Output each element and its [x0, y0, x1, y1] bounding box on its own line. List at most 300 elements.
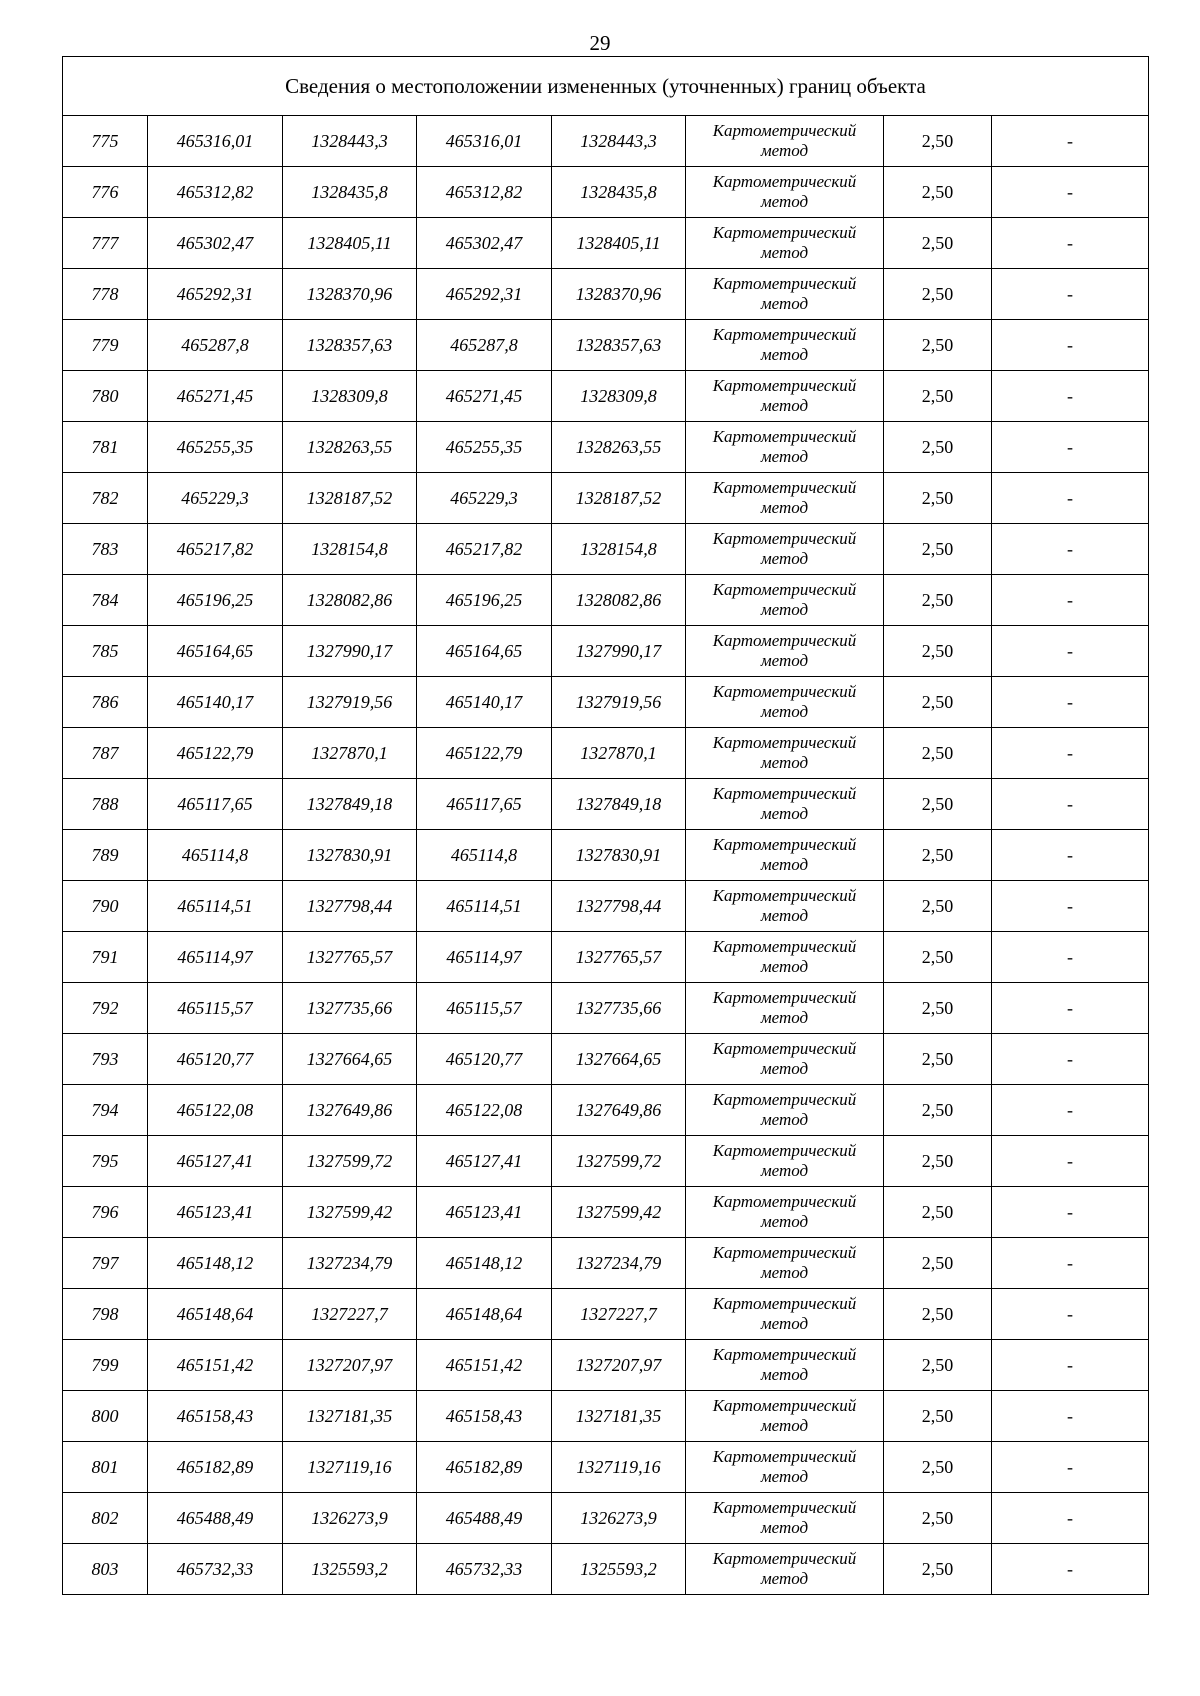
method-cell — [686, 983, 884, 1034]
table-title-row — [63, 57, 1149, 116]
table-row — [63, 983, 1149, 1034]
note-cell: - — [992, 1238, 1149, 1289]
error-cell: 2,50 — [884, 626, 992, 677]
method-line1: Картометрический — [712, 121, 857, 140]
point-number-cell: 783 — [63, 524, 148, 575]
point-number-cell: 795 — [63, 1136, 148, 1187]
method-line1: Картометрический — [712, 835, 857, 854]
error-cell: 2,50 — [884, 218, 992, 269]
new-y-cell: 1328405,11 — [552, 218, 686, 269]
existing-y-cell: 1327830,91 — [283, 830, 417, 881]
new-x-cell: 465182,89 — [417, 1442, 552, 1493]
method-cell — [686, 830, 884, 881]
method-line2: метод — [760, 141, 809, 160]
method-line2: метод — [760, 1059, 809, 1078]
existing-x-cell: 465158,43 — [148, 1391, 283, 1442]
existing-y-cell: 1327798,44 — [283, 881, 417, 932]
note-cell: - — [992, 677, 1149, 728]
existing-y-cell: 1328435,8 — [283, 167, 417, 218]
note-cell: - — [992, 1340, 1149, 1391]
table-row — [63, 1289, 1149, 1340]
existing-y-cell: 1327649,86 — [283, 1085, 417, 1136]
new-y-cell: 1328435,8 — [552, 167, 686, 218]
existing-y-cell: 1327849,18 — [283, 779, 417, 830]
method-line1: Картометрический — [712, 937, 857, 956]
error-cell: 2,50 — [884, 116, 992, 167]
error-cell: 2,50 — [884, 1034, 992, 1085]
new-x-cell: 465148,12 — [417, 1238, 552, 1289]
method-cell — [686, 116, 884, 167]
point-number-cell: 788 — [63, 779, 148, 830]
note-cell: - — [992, 575, 1149, 626]
note-cell: - — [992, 983, 1149, 1034]
note-cell: - — [992, 881, 1149, 932]
method-line1: Картометрический — [712, 1294, 857, 1313]
existing-y-cell: 1327990,17 — [283, 626, 417, 677]
method-line2: метод — [760, 1569, 809, 1588]
existing-x-cell: 465120,77 — [148, 1034, 283, 1085]
error-cell: 2,50 — [884, 1391, 992, 1442]
method-cell — [686, 473, 884, 524]
new-x-cell: 465229,3 — [417, 473, 552, 524]
existing-y-cell: 1328154,8 — [283, 524, 417, 575]
point-number-cell: 798 — [63, 1289, 148, 1340]
method-cell — [686, 932, 884, 983]
note-cell: - — [992, 1544, 1149, 1595]
table-row — [63, 371, 1149, 422]
method-line2: метод — [760, 549, 809, 568]
existing-y-cell: 1328405,11 — [283, 218, 417, 269]
existing-x-cell: 465115,57 — [148, 983, 283, 1034]
method-line1: Картометрический — [712, 1090, 857, 1109]
new-x-cell: 465488,49 — [417, 1493, 552, 1544]
existing-y-cell: 1327119,16 — [283, 1442, 417, 1493]
new-y-cell: 1328370,96 — [552, 269, 686, 320]
new-x-cell: 465114,97 — [417, 932, 552, 983]
error-cell: 2,50 — [884, 1136, 992, 1187]
coordinates-table — [62, 56, 1149, 1595]
table-row — [63, 1136, 1149, 1187]
error-cell: 2,50 — [884, 422, 992, 473]
existing-x-cell: 465140,17 — [148, 677, 283, 728]
new-y-cell: 1327227,7 — [552, 1289, 686, 1340]
new-x-cell: 465114,51 — [417, 881, 552, 932]
method-cell — [686, 1493, 884, 1544]
point-number-cell: 801 — [63, 1442, 148, 1493]
note-cell: - — [992, 1493, 1149, 1544]
existing-x-cell: 465114,8 — [148, 830, 283, 881]
method-cell — [686, 1391, 884, 1442]
existing-y-cell: 1327227,7 — [283, 1289, 417, 1340]
method-line2: метод — [760, 600, 809, 619]
method-line2: метод — [760, 804, 809, 823]
existing-x-cell: 465271,45 — [148, 371, 283, 422]
existing-y-cell: 1327735,66 — [283, 983, 417, 1034]
method-cell — [686, 1238, 884, 1289]
method-cell — [686, 1289, 884, 1340]
existing-x-cell: 465151,42 — [148, 1340, 283, 1391]
point-number-cell: 787 — [63, 728, 148, 779]
method-line2: метод — [760, 447, 809, 466]
new-x-cell: 465158,43 — [417, 1391, 552, 1442]
method-line2: метод — [760, 906, 809, 925]
new-x-cell: 465114,8 — [417, 830, 552, 881]
note-cell: - — [992, 932, 1149, 983]
method-cell — [686, 881, 884, 932]
note-cell: - — [992, 524, 1149, 575]
point-number-cell: 802 — [63, 1493, 148, 1544]
existing-x-cell: 465312,82 — [148, 167, 283, 218]
method-line1: Картометрический — [712, 1039, 857, 1058]
method-line2: метод — [760, 1416, 809, 1435]
existing-y-cell: 1326273,9 — [283, 1493, 417, 1544]
note-cell: - — [992, 1034, 1149, 1085]
new-y-cell: 1327735,66 — [552, 983, 686, 1034]
new-x-cell: 465217,82 — [417, 524, 552, 575]
point-number-cell: 792 — [63, 983, 148, 1034]
method-cell — [686, 779, 884, 830]
method-cell — [686, 728, 884, 779]
table-row — [63, 116, 1149, 167]
method-line1: Картометрический — [712, 631, 857, 650]
method-line1: Картометрический — [712, 172, 857, 191]
point-number-cell: 784 — [63, 575, 148, 626]
method-cell — [686, 677, 884, 728]
method-line1: Картометрический — [712, 1141, 857, 1160]
point-number-cell: 794 — [63, 1085, 148, 1136]
note-cell: - — [992, 320, 1149, 371]
error-cell: 2,50 — [884, 1289, 992, 1340]
note-cell: - — [992, 728, 1149, 779]
table-row — [63, 473, 1149, 524]
new-x-cell: 465123,41 — [417, 1187, 552, 1238]
new-y-cell: 1328443,3 — [552, 116, 686, 167]
method-line1: Картометрический — [712, 1549, 857, 1568]
existing-y-cell: 1327765,57 — [283, 932, 417, 983]
note-cell: - — [992, 116, 1149, 167]
note-cell: - — [992, 1187, 1149, 1238]
method-line2: метод — [760, 1008, 809, 1027]
point-number-cell: 782 — [63, 473, 148, 524]
note-cell: - — [992, 1391, 1149, 1442]
method-line1: Картометрический — [712, 427, 857, 446]
table-row — [63, 830, 1149, 881]
existing-y-cell: 1327919,56 — [283, 677, 417, 728]
new-x-cell: 465117,65 — [417, 779, 552, 830]
new-x-cell: 465148,64 — [417, 1289, 552, 1340]
page-number: 29 — [589, 31, 611, 55]
point-number-cell: 786 — [63, 677, 148, 728]
method-line1: Картометрический — [712, 529, 857, 548]
table-row — [63, 218, 1149, 269]
new-y-cell: 1327798,44 — [552, 881, 686, 932]
new-x-cell: 465255,35 — [417, 422, 552, 473]
new-y-cell: 1328082,86 — [552, 575, 686, 626]
method-line1: Картометрический — [712, 274, 857, 293]
method-line2: метод — [760, 753, 809, 772]
new-x-cell: 465316,01 — [417, 116, 552, 167]
error-cell: 2,50 — [884, 371, 992, 422]
existing-x-cell: 465292,31 — [148, 269, 283, 320]
method-cell — [686, 575, 884, 626]
new-x-cell: 465292,31 — [417, 269, 552, 320]
existing-x-cell: 465127,41 — [148, 1136, 283, 1187]
method-cell — [686, 1544, 884, 1595]
note-cell: - — [992, 626, 1149, 677]
method-line2: метод — [760, 1314, 809, 1333]
new-y-cell: 1328154,8 — [552, 524, 686, 575]
method-line1: Картометрический — [712, 784, 857, 803]
note-cell: - — [992, 422, 1149, 473]
error-cell: 2,50 — [884, 677, 992, 728]
existing-x-cell: 465182,89 — [148, 1442, 283, 1493]
new-x-cell: 465302,47 — [417, 218, 552, 269]
method-cell — [686, 1034, 884, 1085]
new-y-cell: 1327599,72 — [552, 1136, 686, 1187]
method-line2: метод — [760, 192, 809, 211]
method-line1: Картометрический — [712, 1192, 857, 1211]
new-y-cell: 1327181,35 — [552, 1391, 686, 1442]
method-line1: Картометрический — [712, 988, 857, 1007]
new-y-cell: 1327599,42 — [552, 1187, 686, 1238]
point-number-cell: 789 — [63, 830, 148, 881]
method-line2: метод — [760, 243, 809, 262]
method-line2: метод — [760, 855, 809, 874]
error-cell: 2,50 — [884, 1544, 992, 1595]
error-cell: 2,50 — [884, 830, 992, 881]
note-cell: - — [992, 269, 1149, 320]
new-y-cell: 1327870,1 — [552, 728, 686, 779]
error-cell: 2,50 — [884, 983, 992, 1034]
error-cell: 2,50 — [884, 881, 992, 932]
point-number-cell: 775 — [63, 116, 148, 167]
table-row — [63, 728, 1149, 779]
table-row — [63, 269, 1149, 320]
note-cell: - — [992, 473, 1149, 524]
method-cell — [686, 218, 884, 269]
table-row — [63, 779, 1149, 830]
new-y-cell: 1328357,63 — [552, 320, 686, 371]
error-cell: 2,50 — [884, 1442, 992, 1493]
new-x-cell: 465127,41 — [417, 1136, 552, 1187]
new-y-cell: 1327119,16 — [552, 1442, 686, 1493]
method-line2: метод — [760, 1161, 809, 1180]
method-line1: Картометрический — [712, 325, 857, 344]
method-line2: метод — [760, 1365, 809, 1384]
existing-x-cell: 465732,33 — [148, 1544, 283, 1595]
note-cell: - — [992, 1289, 1149, 1340]
table-row — [63, 1544, 1149, 1595]
method-cell — [686, 1340, 884, 1391]
existing-x-cell: 465488,49 — [148, 1493, 283, 1544]
method-line1: Картометрический — [712, 223, 857, 242]
new-y-cell: 1325593,2 — [552, 1544, 686, 1595]
new-x-cell: 465164,65 — [417, 626, 552, 677]
point-number-cell: 777 — [63, 218, 148, 269]
existing-x-cell: 465148,64 — [148, 1289, 283, 1340]
new-x-cell: 465312,82 — [417, 167, 552, 218]
note-cell: - — [992, 1085, 1149, 1136]
table-row — [63, 1034, 1149, 1085]
new-y-cell: 1327830,91 — [552, 830, 686, 881]
existing-x-cell: 465122,79 — [148, 728, 283, 779]
new-y-cell: 1327990,17 — [552, 626, 686, 677]
method-cell — [686, 167, 884, 218]
table-row — [63, 932, 1149, 983]
method-line2: метод — [760, 651, 809, 670]
method-line1: Картометрический — [712, 478, 857, 497]
method-cell — [686, 320, 884, 371]
existing-y-cell: 1327664,65 — [283, 1034, 417, 1085]
table-row — [63, 1187, 1149, 1238]
method-line1: Картометрический — [712, 733, 857, 752]
method-line2: метод — [760, 1518, 809, 1537]
new-x-cell: 465732,33 — [417, 1544, 552, 1595]
method-line2: метод — [760, 498, 809, 517]
point-number-cell: 797 — [63, 1238, 148, 1289]
error-cell: 2,50 — [884, 779, 992, 830]
point-number-cell: 779 — [63, 320, 148, 371]
new-x-cell: 465151,42 — [417, 1340, 552, 1391]
error-cell: 2,50 — [884, 728, 992, 779]
point-number-cell: 796 — [63, 1187, 148, 1238]
new-x-cell: 465271,45 — [417, 371, 552, 422]
method-cell — [686, 1187, 884, 1238]
method-cell — [686, 1085, 884, 1136]
note-cell: - — [992, 1442, 1149, 1493]
table-row — [63, 1085, 1149, 1136]
method-cell — [686, 371, 884, 422]
existing-y-cell: 1327599,42 — [283, 1187, 417, 1238]
error-cell: 2,50 — [884, 473, 992, 524]
table-row — [63, 524, 1149, 575]
new-y-cell: 1327649,86 — [552, 1085, 686, 1136]
point-number-cell: 799 — [63, 1340, 148, 1391]
existing-x-cell: 465117,65 — [148, 779, 283, 830]
new-y-cell: 1327664,65 — [552, 1034, 686, 1085]
table-row — [63, 1340, 1149, 1391]
method-line1: Картометрический — [712, 1447, 857, 1466]
table-row — [63, 320, 1149, 371]
existing-x-cell: 465114,51 — [148, 881, 283, 932]
table-row — [63, 422, 1149, 473]
note-cell: - — [992, 830, 1149, 881]
existing-y-cell: 1328357,63 — [283, 320, 417, 371]
point-number-cell: 776 — [63, 167, 148, 218]
error-cell: 2,50 — [884, 269, 992, 320]
point-number-cell: 781 — [63, 422, 148, 473]
existing-x-cell: 465164,65 — [148, 626, 283, 677]
point-number-cell: 800 — [63, 1391, 148, 1442]
existing-x-cell: 465148,12 — [148, 1238, 283, 1289]
method-line2: метод — [760, 396, 809, 415]
point-number-cell: 780 — [63, 371, 148, 422]
method-line1: Картометрический — [712, 580, 857, 599]
method-line1: Картометрический — [712, 886, 857, 905]
method-line2: метод — [760, 294, 809, 313]
note-cell: - — [992, 1136, 1149, 1187]
existing-y-cell: 1327207,97 — [283, 1340, 417, 1391]
error-cell: 2,50 — [884, 1238, 992, 1289]
table-row — [63, 1493, 1149, 1544]
existing-x-cell: 465229,3 — [148, 473, 283, 524]
existing-x-cell: 465122,08 — [148, 1085, 283, 1136]
method-cell — [686, 1136, 884, 1187]
new-x-cell: 465122,79 — [417, 728, 552, 779]
existing-y-cell: 1328370,96 — [283, 269, 417, 320]
table-row — [63, 575, 1149, 626]
point-number-cell: 785 — [63, 626, 148, 677]
method-cell — [686, 626, 884, 677]
existing-x-cell: 465217,82 — [148, 524, 283, 575]
existing-x-cell: 465114,97 — [148, 932, 283, 983]
point-number-cell: 803 — [63, 1544, 148, 1595]
method-line2: метод — [760, 345, 809, 364]
existing-x-cell: 465316,01 — [148, 116, 283, 167]
method-line1: Картометрический — [712, 682, 857, 701]
method-cell — [686, 524, 884, 575]
table-row — [63, 1238, 1149, 1289]
new-x-cell: 465287,8 — [417, 320, 552, 371]
method-line1: Картометрический — [712, 1396, 857, 1415]
error-cell: 2,50 — [884, 1340, 992, 1391]
existing-x-cell: 465196,25 — [148, 575, 283, 626]
new-y-cell: 1327919,56 — [552, 677, 686, 728]
method-line2: метод — [760, 1212, 809, 1231]
error-cell: 2,50 — [884, 1187, 992, 1238]
new-x-cell: 465120,77 — [417, 1034, 552, 1085]
existing-y-cell: 1327870,1 — [283, 728, 417, 779]
method-line1: Картометрический — [712, 1243, 857, 1262]
error-cell: 2,50 — [884, 524, 992, 575]
table-row — [63, 167, 1149, 218]
existing-y-cell: 1328443,3 — [283, 116, 417, 167]
method-cell — [686, 269, 884, 320]
method-cell — [686, 1442, 884, 1493]
new-y-cell: 1326273,9 — [552, 1493, 686, 1544]
new-y-cell: 1328187,52 — [552, 473, 686, 524]
table-row — [63, 1391, 1149, 1442]
method-line2: метод — [760, 957, 809, 976]
new-y-cell: 1327234,79 — [552, 1238, 686, 1289]
existing-x-cell: 465123,41 — [148, 1187, 283, 1238]
existing-y-cell: 1327181,35 — [283, 1391, 417, 1442]
existing-x-cell: 465302,47 — [148, 218, 283, 269]
existing-y-cell: 1328309,8 — [283, 371, 417, 422]
error-cell: 2,50 — [884, 320, 992, 371]
table-row — [63, 677, 1149, 728]
table-row — [63, 1442, 1149, 1493]
note-cell: - — [992, 371, 1149, 422]
new-x-cell: 465196,25 — [417, 575, 552, 626]
point-number-cell: 778 — [63, 269, 148, 320]
new-x-cell: 465115,57 — [417, 983, 552, 1034]
table-row — [63, 626, 1149, 677]
error-cell: 2,50 — [884, 575, 992, 626]
new-x-cell: 465122,08 — [417, 1085, 552, 1136]
note-cell: - — [992, 218, 1149, 269]
method-line2: метод — [760, 1467, 809, 1486]
table-title: Сведения о местоположении измененных (уточненных) границ объекта — [63, 57, 1149, 116]
method-cell — [686, 422, 884, 473]
error-cell: 2,50 — [884, 1493, 992, 1544]
method-line2: метод — [760, 1263, 809, 1282]
point-number-cell: 793 — [63, 1034, 148, 1085]
point-number-cell: 791 — [63, 932, 148, 983]
error-cell: 2,50 — [884, 932, 992, 983]
existing-y-cell: 1327234,79 — [283, 1238, 417, 1289]
error-cell: 2,50 — [884, 1085, 992, 1136]
